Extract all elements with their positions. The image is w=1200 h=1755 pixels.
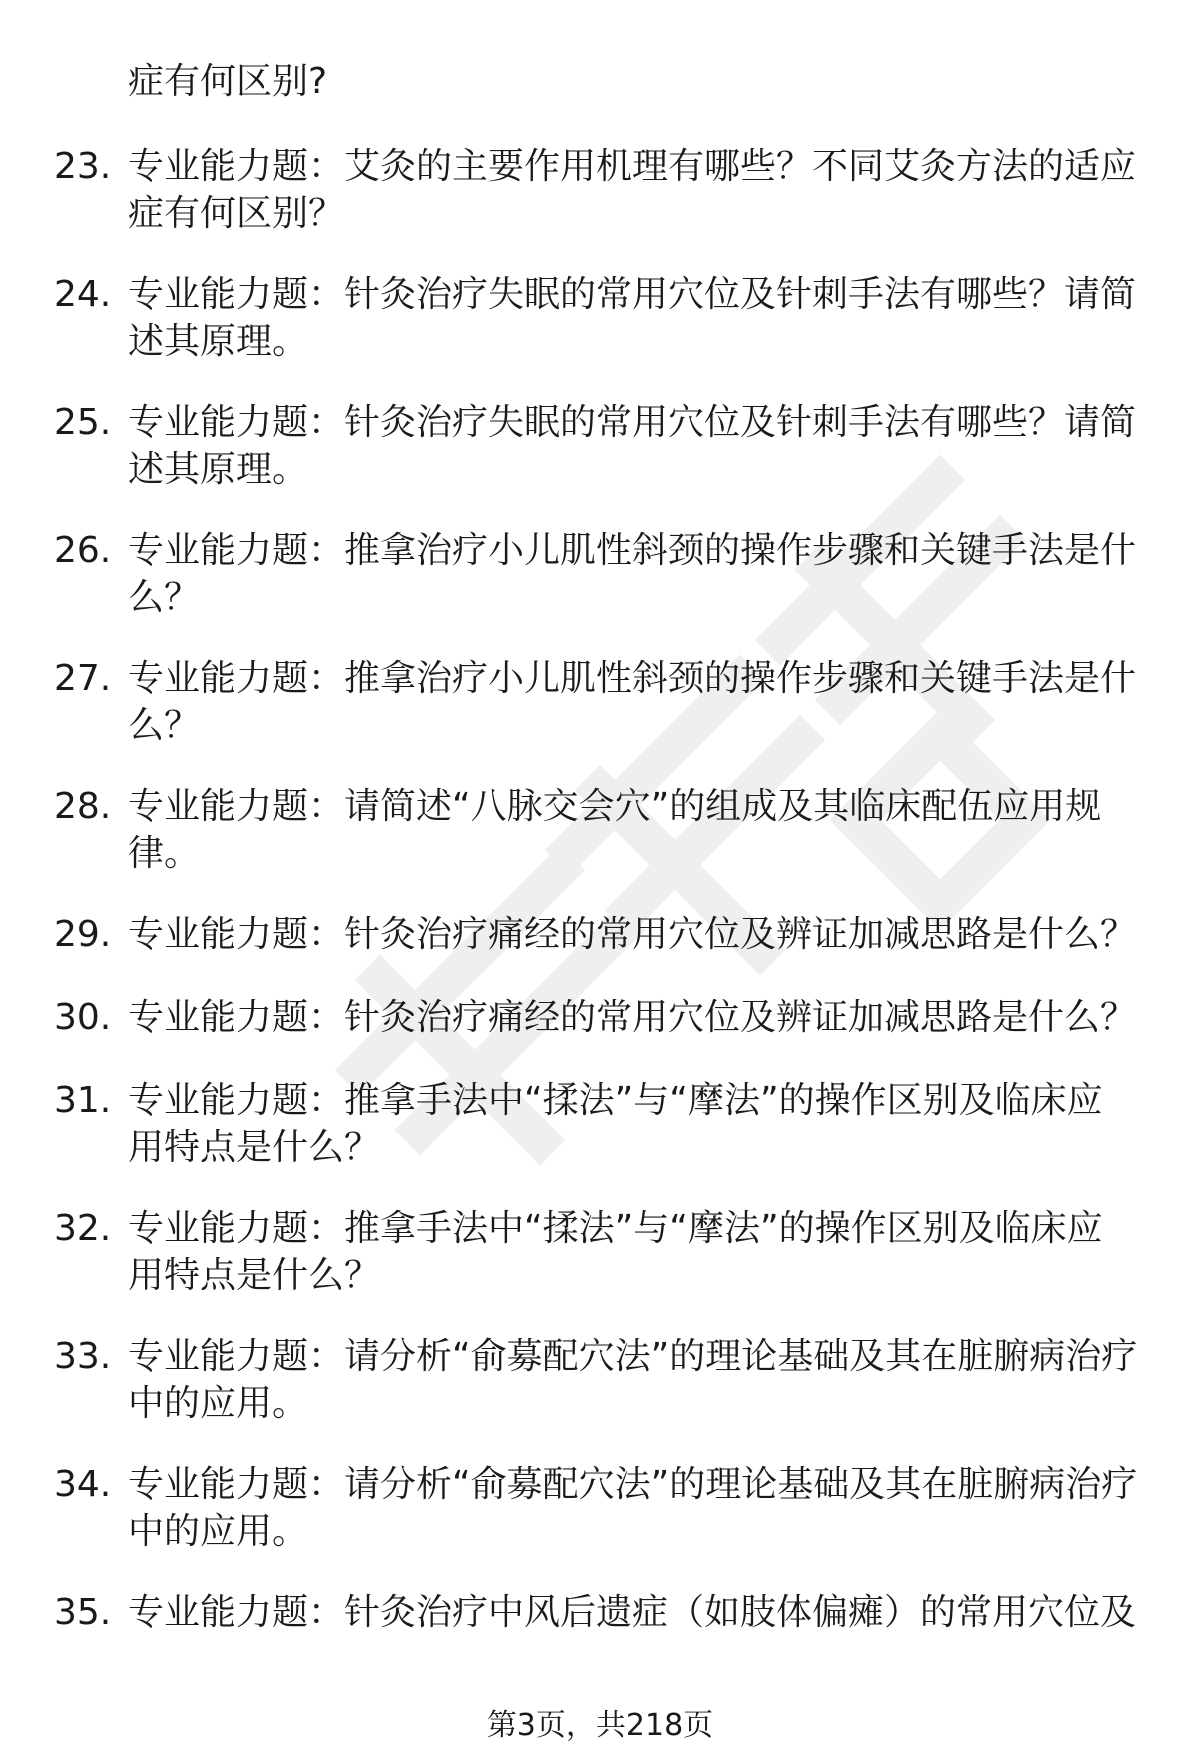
item-number: 31. (54, 1080, 112, 1121)
item-text: 专业能力题：推拿手法中“揉法”与“摩法”的操作区别及临床应用特点是什么？ (128, 1208, 1103, 1296)
item-number: 25. (54, 402, 112, 443)
list-item (0, 1589, 1200, 1636)
item-number: 29. (54, 914, 112, 955)
list-item (0, 1077, 1200, 1171)
question-list (0, 143, 1200, 1672)
item-number: 35. (54, 1592, 112, 1633)
page-footer: 第3页，共218页 (486, 1708, 714, 1743)
item-text: 专业能力题：请分析“俞募配穴法”的理论基础及其在脏腑病治疗中的应用。 (128, 1336, 1138, 1424)
list-item (0, 783, 1200, 877)
list-item (0, 1205, 1200, 1299)
list-item (0, 399, 1200, 493)
list-item (0, 143, 1200, 237)
list-item (0, 994, 1200, 1041)
item-text: 专业能力题：推拿治疗小儿肌性斜颈的操作步骤和关键手法是什么？ (128, 658, 1137, 746)
item-text: 专业能力题：推拿治疗小儿肌性斜颈的操作步骤和关键手法是什么？ (128, 530, 1137, 618)
item-number: 27. (54, 658, 112, 699)
list-item (0, 655, 1200, 749)
item-number: 32. (54, 1208, 112, 1249)
item-number: 23. (54, 146, 112, 187)
item-text: 专业能力题：请分析“俞募配穴法”的理论基础及其在脏腑病治疗中的应用。 (128, 1464, 1138, 1552)
item-text: 专业能力题：针灸治疗痛经的常用穴位及辨证加减思路是什么？ (128, 997, 1137, 1038)
list-item (0, 527, 1200, 621)
item-number: 26. (54, 530, 112, 571)
item-text: 专业能力题：请简述“八脉交会穴”的组成及其临床配伍应用规律。 (128, 786, 1102, 874)
list-item (0, 911, 1200, 958)
item-number: 34. (54, 1464, 112, 1505)
list-item (0, 1333, 1200, 1427)
item-text: 专业能力题：推拿手法中“揉法”与“摩法”的操作区别及临床应用特点是什么？ (128, 1080, 1103, 1168)
item-number: 30. (54, 997, 112, 1038)
item-text: 专业能力题：艾灸的主要作用机理有哪些？不同艾灸方法的适应症有何区别？ (128, 146, 1137, 234)
item-text: 专业能力题：针灸治疗痛经的常用穴位及辨证加减思路是什么？ (128, 914, 1137, 955)
item-number: 28. (54, 786, 112, 827)
item-text: 专业能力题：针灸治疗中风后遗症（如肢体偏瘫）的常用穴位及 (128, 1592, 1137, 1633)
item-number: 24. (54, 274, 112, 315)
list-item (0, 1461, 1200, 1555)
item-text: 专业能力题：针灸治疗失眠的常用穴位及针刺手法有哪些？请简述其原理。 (128, 274, 1137, 362)
continued-text: 症有何区别? (128, 61, 328, 102)
list-item (0, 271, 1200, 365)
item-text: 专业能力题：针灸治疗失眠的常用穴位及针刺手法有哪些？请简述其原理。 (128, 402, 1137, 490)
item-number: 33. (54, 1336, 112, 1377)
